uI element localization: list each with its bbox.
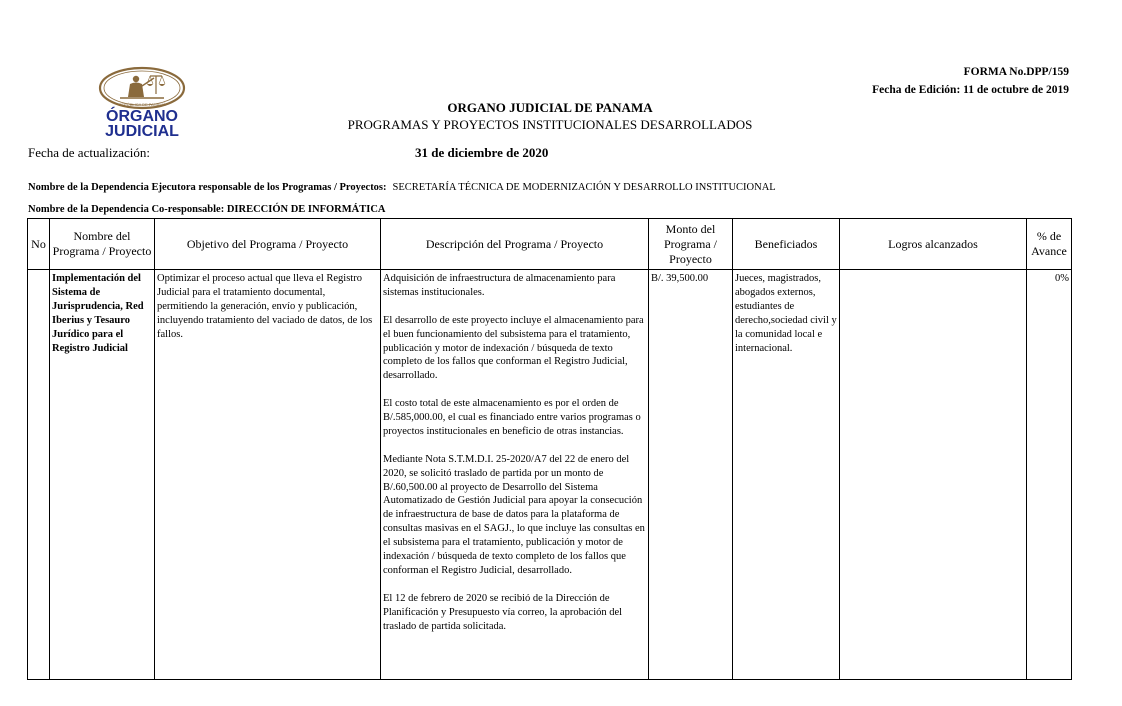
page-title: ORGANO JUDICIAL DE PANAMA xyxy=(447,100,653,115)
col-header-descripcion: Descripción del Programa / Proyecto xyxy=(381,219,649,270)
cell-descripcion xyxy=(381,270,649,680)
table-row xyxy=(28,270,1072,680)
coresponsable-label: Nombre de la Dependencia Co-responsable: xyxy=(28,204,225,215)
descripcion-paragraph: Adquisición de infraestructura de almacenamiento para sistemas institucionales. xyxy=(383,273,616,298)
update-date-value: 31 de diciembre de 2020 xyxy=(415,145,549,160)
descripcion-paragraph: Mediante Nota S.T.M.D.I. 25-2020/A7 del 22 de enero del 2020, se solicitó traslado de partida por un monto de B/.60,500.00 al proyecto de Desarrollo del Sistema Automatizado de Gestión Judicial para apoyar la consecución de infraestructura de base de datos para la plataforma de consultas masivas en el SAGJ., lo que incluye las consultas en el subsistema para el tratamiento, publicación y motor de indexación / búsqueda de texto completo de los fallos que conforman el Registro Judicial, desarrollado. xyxy=(383,453,645,576)
table-header-row xyxy=(28,219,1072,270)
col-header-logros: Logros alcanzados xyxy=(840,219,1027,270)
cell-beneficiados: Jueces, magistrados, abogados externos, estudiantes de derecho,sociedad civil y la comunidad local e internacional. xyxy=(733,270,840,680)
col-header-no: No xyxy=(28,219,50,270)
svg-text:JUDICIAL: JUDICIAL xyxy=(105,123,179,138)
cell-no xyxy=(28,270,50,680)
descripcion-paragraph: El 12 de febrero de 2020 se recibió de la Dirección de Planificación y Presupuesto vía correo, la aprobación del traslado de partida solicitada. xyxy=(383,592,623,632)
cell-logros xyxy=(840,270,1027,680)
cell-nombre: Implementación del Sistema de Jurisprudencia, Red Iberius y Tesauro Jurídico para el Registro Judicial xyxy=(50,270,155,680)
programs-table xyxy=(27,218,1072,680)
page-subtitle: PROGRAMAS Y PROYECTOS INSTITUCIONALES DESARROLLADOS xyxy=(347,117,753,132)
col-header-beneficiados: Beneficiados xyxy=(733,219,840,270)
col-header-monto: Monto del Programa / Proyecto xyxy=(649,219,733,270)
dependencia-row xyxy=(28,182,776,193)
forma-number: FORMA No.DPP/159 xyxy=(963,66,1069,78)
col-header-avance: % de Avance xyxy=(1027,219,1072,270)
edition-date: Fecha de Edición: 11 de octubre de 2019 xyxy=(872,84,1069,96)
update-date-label: Fecha de actualización: xyxy=(28,145,150,160)
dependencia-label: Nombre de la Dependencia Ejecutora responsable de los Programas / Proyectos: xyxy=(28,182,387,193)
descripcion-paragraph: El desarrollo de este proyecto incluye el almacenamiento para el buen funcionamiento del subsistema para el tratamiento, publicación y motor de indexación / búsqueda de texto completo de los fallos que conforman el Registro Judicial, desarrollado. xyxy=(383,314,644,382)
cell-monto: B/. 39,500.00 xyxy=(649,270,733,680)
coresponsable-row xyxy=(28,204,386,215)
cell-objetivo: Optimizar el proceso actual que lleva el Registro Judicial para el tratamiento documental, permitiendo la generación, envío y publicación, incluyendo tratamiento del vaciado de datos, de los fallos. xyxy=(155,270,381,680)
col-header-nombre: Nombre del Programa / Proyecto xyxy=(50,219,155,270)
coresponsable-value: DIRECCIÓN DE INFORMÁTICA xyxy=(226,204,386,215)
dependencia-value: SECRETARÍA TÉCNICA DE MODERNIZACIÓN Y DESARROLLO INSTITUCIONAL xyxy=(392,182,776,193)
svg-text:ÓRGANO: ÓRGANO xyxy=(106,108,178,125)
cell-avance: 0% xyxy=(1027,270,1072,680)
descripcion-paragraph: El costo total de este almacenamiento es por el orden de B/.585,000.00, el cual es financiado entre varios programas o proyectos institucionales en beneficio de otras instancias. xyxy=(383,398,641,437)
svg-text:REPÚBLICA DE PANAMÁ: REPÚBLICA DE PANAMÁ xyxy=(118,102,166,107)
col-header-objetivo: Objetivo del Programa / Proyecto xyxy=(155,219,381,270)
